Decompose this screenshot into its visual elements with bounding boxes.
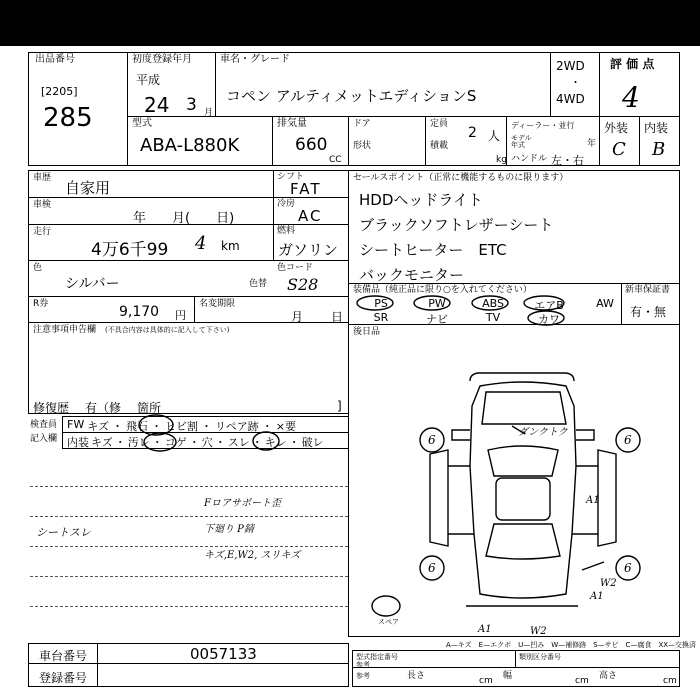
damage-legend: A—キズ E—エクボ U—凹み W—補修跡 S—サビ C—腐食 XX—交換済 [446, 641, 697, 649]
repair-end: 箇所 [137, 401, 162, 415]
handle-label: ハンドル [511, 154, 548, 164]
left-mirror [452, 430, 470, 440]
type-cert-cell [352, 650, 516, 668]
drive-4wd: 4WD [556, 92, 585, 106]
ext-grade: C [612, 139, 626, 160]
era: 平成 [136, 73, 161, 87]
cabin-shape [496, 478, 550, 520]
note-front-support: Fロアサポート歪 [204, 498, 281, 509]
equipment-item: AW [596, 297, 614, 310]
exterior-check-item: FW [67, 418, 85, 431]
height-label: 高さ [599, 671, 618, 681]
ac-value: AC [298, 207, 323, 225]
fuel-value: ガソリン [278, 241, 339, 259]
mark-w2-rear: W2 [600, 578, 617, 589]
color-code: S28 [287, 275, 319, 294]
repair-value: 有（修 [85, 401, 122, 415]
door-label: ドア [353, 119, 371, 129]
exterior-check-item: リペア跡 [215, 420, 259, 433]
dealer-label: ディーラー・並行 [511, 121, 575, 130]
use-value: 自家用 [65, 179, 111, 197]
divider-dotted-4 [30, 576, 348, 577]
equipment-item: ナビ [426, 313, 448, 326]
kg-unit: kg [496, 155, 507, 165]
seats-label: 定員 [430, 119, 449, 129]
expiry-label: 名変期限 [199, 299, 236, 309]
score-label: 評 価 点 [610, 57, 655, 71]
interior-check-item: ・ [214, 436, 226, 449]
car-diagram [0, 46, 700, 700]
exterior-check-item: ・ [112, 420, 123, 433]
equip-circle-ps [357, 296, 393, 310]
reg-no-label: 登録番号 [39, 671, 88, 685]
equipment-item: ABS [482, 297, 504, 310]
dimension-cell [352, 667, 680, 687]
divider-dotted-5 [30, 606, 348, 607]
mark-rr: 6 [624, 561, 632, 575]
sales-point-2: ブラックソフトレザーシート [359, 216, 554, 234]
drive-2wd: 2WD [556, 59, 585, 73]
recycle-value: 9,170 [119, 304, 160, 320]
right-side-panel [598, 450, 616, 546]
seats-unit: 人 [488, 129, 501, 143]
divider-dotted-1 [30, 486, 348, 487]
sales-point-3: シートヒーター ETC [359, 241, 507, 259]
interior-check-item: ・ [188, 436, 200, 449]
exterior-check-item: ・ [151, 420, 162, 433]
interior-check-item: キズ [91, 436, 113, 449]
mark-a1-bottom: A1 [478, 624, 492, 635]
checker-label-a: 検査員 [30, 420, 58, 430]
mark-w2-bottom: W2 [530, 626, 547, 637]
note-underbody: 下廻り P錆 [204, 524, 254, 535]
sales-point-1: HDDヘッドライト [359, 191, 483, 209]
exterior-check-item: キズ [87, 420, 109, 433]
interior-check-item: 汚レ [127, 436, 150, 449]
handle-value: 左・右 [551, 154, 584, 167]
exterior-check-item: ×要 [275, 420, 296, 433]
mark-a1-right: A1 [586, 495, 600, 506]
disp-label: 排気量 [277, 118, 307, 129]
interior-check-item: ・ [251, 436, 263, 449]
damage-circle-stain [144, 433, 176, 451]
reg-no-value-cell [97, 663, 349, 687]
equipment-item: SR [373, 311, 389, 324]
spare-tire [372, 596, 400, 616]
inspect-label: 車検 [33, 200, 52, 210]
equipment-item: PW [428, 297, 446, 310]
repair-close: ] [337, 399, 342, 413]
exterior-check-item: ・ [261, 420, 273, 433]
ac-label: 冷房 [277, 199, 296, 209]
interior-check-item: ・ [288, 436, 300, 449]
int-label: 内装 [644, 121, 669, 135]
equip-circle-kawa [528, 311, 564, 325]
color-label: 色 [33, 263, 43, 273]
after-label: 後日品 [353, 327, 381, 337]
yen-unit: 円 [175, 309, 186, 322]
body-outline [470, 382, 576, 598]
equipment-item: PS [374, 297, 388, 310]
fuel-label: 燃料 [277, 226, 296, 236]
warranty-label: 新車保証書 [625, 285, 671, 295]
lot-sub: [2205] [41, 85, 78, 98]
left-side-panel [430, 450, 448, 546]
lot-number: 285 [43, 103, 93, 133]
color-code-label: 色コード [277, 263, 314, 273]
reg-month-unit: 月 [204, 108, 214, 118]
right-mirror [576, 430, 594, 440]
score-value: 4 [622, 81, 640, 114]
damage-circle-chip [139, 415, 173, 435]
drive-dot: ・ [570, 76, 581, 89]
model-value: ABA-L880K [140, 135, 240, 156]
ext-label: 外装 [604, 121, 629, 135]
seats-value: 2 [468, 125, 477, 141]
caution-sub: (不具合内容は具体的に記入して下さい) [105, 326, 230, 334]
interior-check-item: ・ [114, 436, 126, 449]
hood-shape [482, 392, 566, 424]
expiry-day: 日 [331, 310, 344, 324]
expiry-month: 月 [291, 310, 304, 324]
class-label: 類別区分番号 [519, 653, 561, 661]
length-label: 長さ [407, 671, 426, 681]
equipment-item: TV [485, 311, 501, 324]
divider-dotted-2 [30, 516, 348, 517]
car-name: コペン アルティメットエディションS [226, 87, 477, 105]
name-label: 車名・グレード [220, 54, 290, 65]
interior-check-item: 破レ [301, 436, 324, 449]
mark-fr: 6 [624, 433, 632, 447]
mileage-label: 走行 [33, 227, 52, 237]
reg-label: 初度登録年月 [132, 54, 192, 65]
model-year-label: モデル年式 [511, 134, 532, 149]
interior-check-item: コゲ [164, 436, 187, 449]
sales-point-4: バックモニター [359, 266, 465, 284]
equipment-item: エアB [534, 299, 564, 312]
chassis-value-cell [97, 643, 349, 664]
note-scratches: キズ,E,W2, スリキズ [204, 550, 301, 561]
displacement: 660 [295, 135, 328, 155]
sales-label: セールスポイント（正常に機能するものに限ります） [353, 173, 569, 183]
windshield-shape [488, 446, 558, 476]
chassis-number: 0057133 [190, 645, 257, 663]
top-black-bar [0, 0, 700, 46]
mark-a1-rear: A1 [590, 591, 604, 602]
mark-dent: ダンクトク [518, 427, 568, 438]
chassis-label-cell [28, 643, 98, 664]
mileage-hand: 4 [195, 233, 207, 254]
lot-label: 出品番号 [35, 54, 75, 65]
shape-label: 形状 [353, 141, 372, 151]
note-seat-wear: シートスレ [36, 526, 91, 539]
interior-check-item: スレ [227, 436, 250, 449]
interior-check-item: ・ [151, 436, 163, 449]
color-value: シルバー [65, 276, 120, 292]
height-unit: cm [663, 676, 677, 686]
warranty-value: 有・無 [630, 305, 667, 319]
year-unit: 年 [587, 139, 597, 149]
ref-label-2: 参考 [356, 672, 370, 680]
load-label: 積載 [430, 141, 449, 151]
trunk-shape [486, 524, 560, 559]
exterior-check-item: ヒビ割 [165, 420, 198, 433]
interior-check-item: キレ [264, 436, 287, 449]
class-cell [515, 650, 680, 668]
auction-sheet [0, 46, 700, 700]
repair-label: 修復歴 [33, 401, 70, 415]
shift-value: FAT [290, 180, 322, 198]
mileage-value: 4万6千99 [91, 240, 169, 260]
recycle-label: R券 [33, 299, 49, 309]
chassis-label: 車台番号 [39, 649, 88, 663]
front-bumper-shape [470, 373, 574, 381]
reg-year: 24 [144, 93, 170, 117]
inspect-date: 年 月( 日) [133, 211, 235, 226]
use-label: 車歴 [33, 173, 52, 183]
width-unit: cm [575, 676, 589, 686]
equip-circle-abs [472, 296, 508, 310]
interior-check-item: 穴 [201, 436, 213, 449]
reg-no-label-cell [28, 663, 98, 687]
ref-label-1: 参考 [356, 661, 370, 669]
reg-month: 3 [186, 95, 197, 115]
equip-circle-pw [414, 296, 450, 310]
exterior-check-item: ・ [201, 420, 212, 433]
divider-dotted-3 [30, 546, 348, 547]
checker-label-b: 記入欄 [30, 434, 58, 444]
interior-check-item: 内装 [67, 436, 89, 449]
caution-label: 注意事項申告欄 [33, 325, 97, 335]
width-label: 幅 [503, 671, 513, 681]
model-label: 型式 [132, 118, 152, 129]
km-unit: km [221, 239, 240, 253]
color-change-label: 色替 [249, 279, 268, 289]
damage-circle-wear [253, 432, 279, 450]
int-grade: B [652, 139, 666, 160]
length-unit: cm [479, 676, 493, 686]
exterior-check-item: 飛石 [126, 420, 148, 433]
shift-label: シフト [277, 172, 305, 182]
equipment-label: 装備品（純正品に限り○を入れてください） [353, 285, 532, 295]
mark-fl: 6 [428, 433, 436, 447]
type-cert-label: 型式指定番号 [356, 653, 398, 661]
equipment-item: カワ [538, 313, 560, 326]
equip-circle-airbag [524, 296, 564, 310]
mark-rl: 6 [428, 561, 436, 575]
cc-unit: CC [329, 155, 342, 165]
spare-label: スペア [378, 618, 399, 626]
